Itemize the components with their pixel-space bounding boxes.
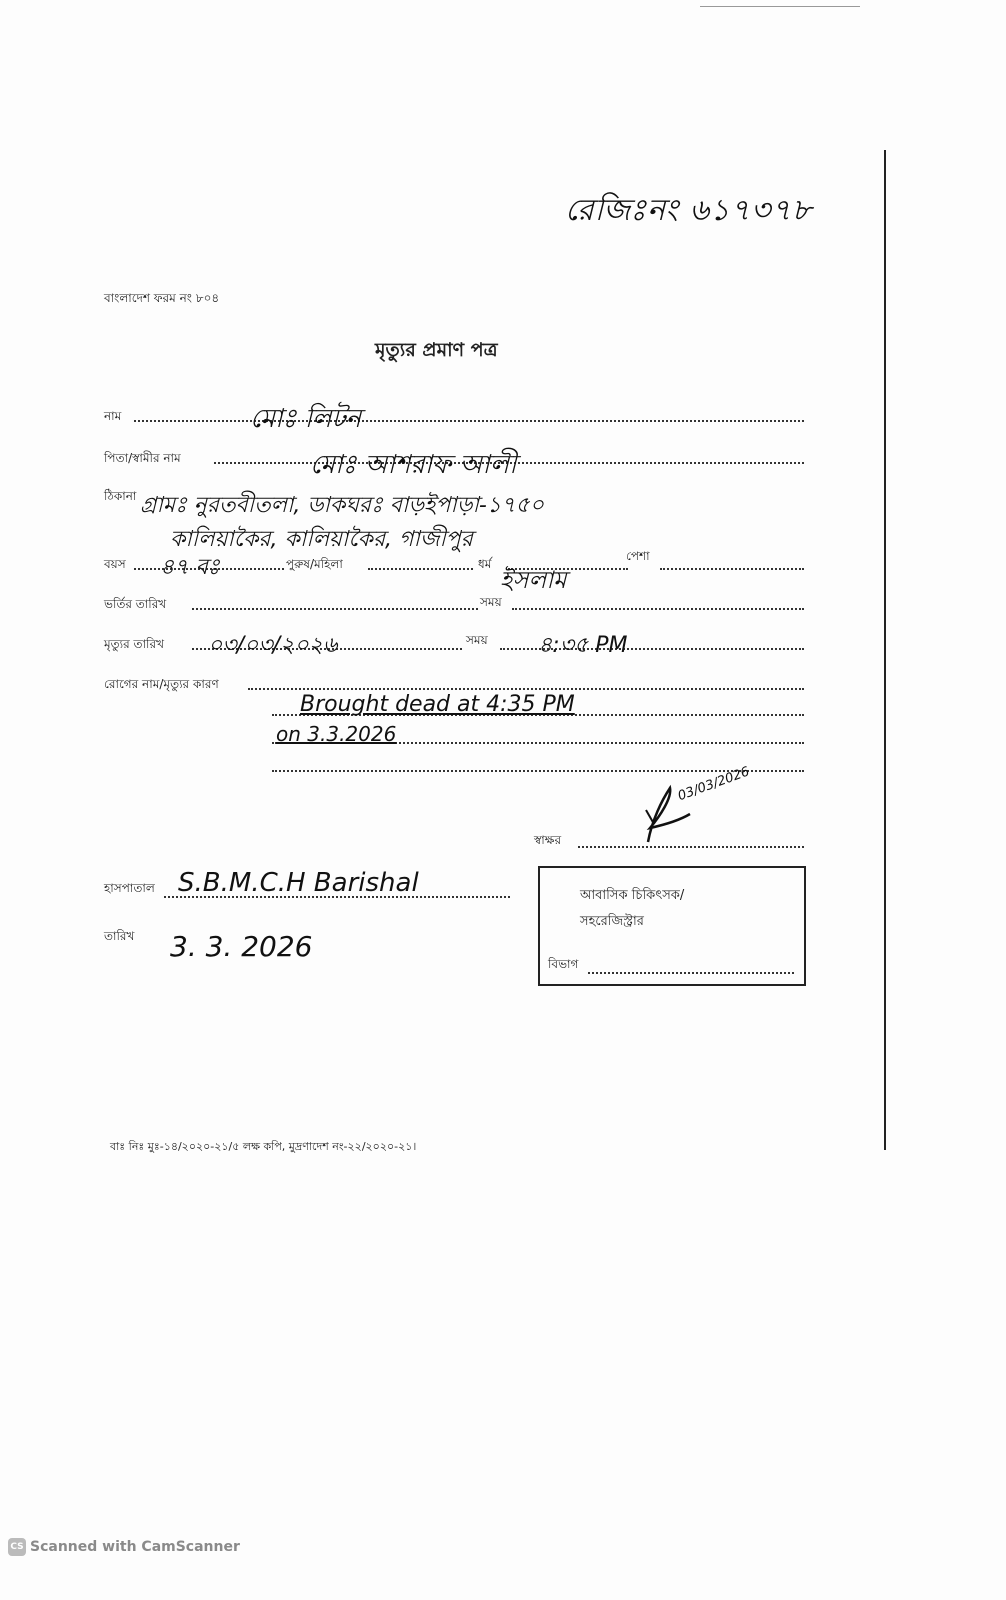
father-label: পিতা/স্বামীর নাম [104,451,181,465]
registrar-box [538,866,806,986]
scan-edge-top [700,6,860,7]
department-label: বিভাগ [548,957,579,971]
admission-time-dotted-line [512,608,804,610]
cause-label: রোগের নাম/মৃত্যুর কারণ [104,677,219,691]
cause-dotted-line-1 [248,688,804,690]
father-value: মোঃ আশরাফ আলী [310,450,517,480]
death-date-label: মৃত্যুর তারিখ [104,637,164,651]
death-time-label: সময় [466,633,488,647]
department-dotted-line [588,972,794,974]
page-title: মৃত্যুর প্রমাণ পত্র [375,339,498,361]
name-value: মোঃ লিটন [250,404,362,434]
date-value: 3. 3. 2026 [170,930,313,963]
print-order-footer: বাঃ নিঃ মুঃ-১৪/২০২০-২১/৫ লক্ষ কপি, মুদ্রণাদেশ নং-২২/২০২০-২১। [110,1140,417,1153]
registrar-box-line-2: সহরেজিস্ট্রার [580,914,644,929]
gender-dotted-line [368,568,473,570]
address-line-1: গ্রামঃ নুরতবীতলা, ডাকঘরঃ বাড়ইপাড়া-১৭৫০ [140,493,544,518]
death-time-value: ৪:৩৫ PM [538,633,628,658]
religion-label: ধর্ম [478,557,492,571]
camscanner-logo-icon: CS [8,1538,26,1556]
age-label: বয়স [104,557,126,571]
scan-edge-right [884,150,886,1150]
admission-date-label: ভর্তির তারিখ [104,597,167,611]
camscanner-text: Scanned with CamScanner [30,1539,240,1555]
occupation-label: পেশা [626,549,650,563]
hospital-label: হাসপাতাল [104,881,155,895]
form-number: বাংলাদেশ ফরম নং ৮০৪ [104,291,220,305]
admission-time-label: সময় [480,595,502,609]
registrar-box-line-1: আবাসিক চিকিৎসক/ [580,888,685,903]
hospital-value: S.B.M.C.H Barishal [178,868,419,898]
registration-number: রেজিঃনং ৬১৭৩৭৮ [565,193,813,228]
date-label: তারিখ [104,929,135,943]
name-label: নাম [104,409,122,423]
admission-date-dotted-line [192,608,478,610]
age-value: ৪৭ বঃ [160,555,220,580]
occupation-dotted-line [660,568,804,570]
cause-value-line-2: on 3.3.2026 [276,722,397,746]
gender-label: পুরুষ/মহিলা [286,557,343,571]
camscanner-watermark [8,1538,240,1556]
address-line-2: কালিয়াকৈর, কালিয়াকৈর, গাজীপুর [170,527,473,552]
death-date-value: ০৩/০৩/২০২৬ [208,633,338,658]
cause-value-line-1: Brought dead at 4:35 PM [300,692,575,717]
signature-date: 03/03/2026 [676,764,752,805]
address-label: ঠিকানা [104,489,137,503]
name-dotted-line [134,420,804,422]
signature-label: স্বাক্ষর [534,833,562,847]
religion-value: ইসলাম [500,566,567,594]
